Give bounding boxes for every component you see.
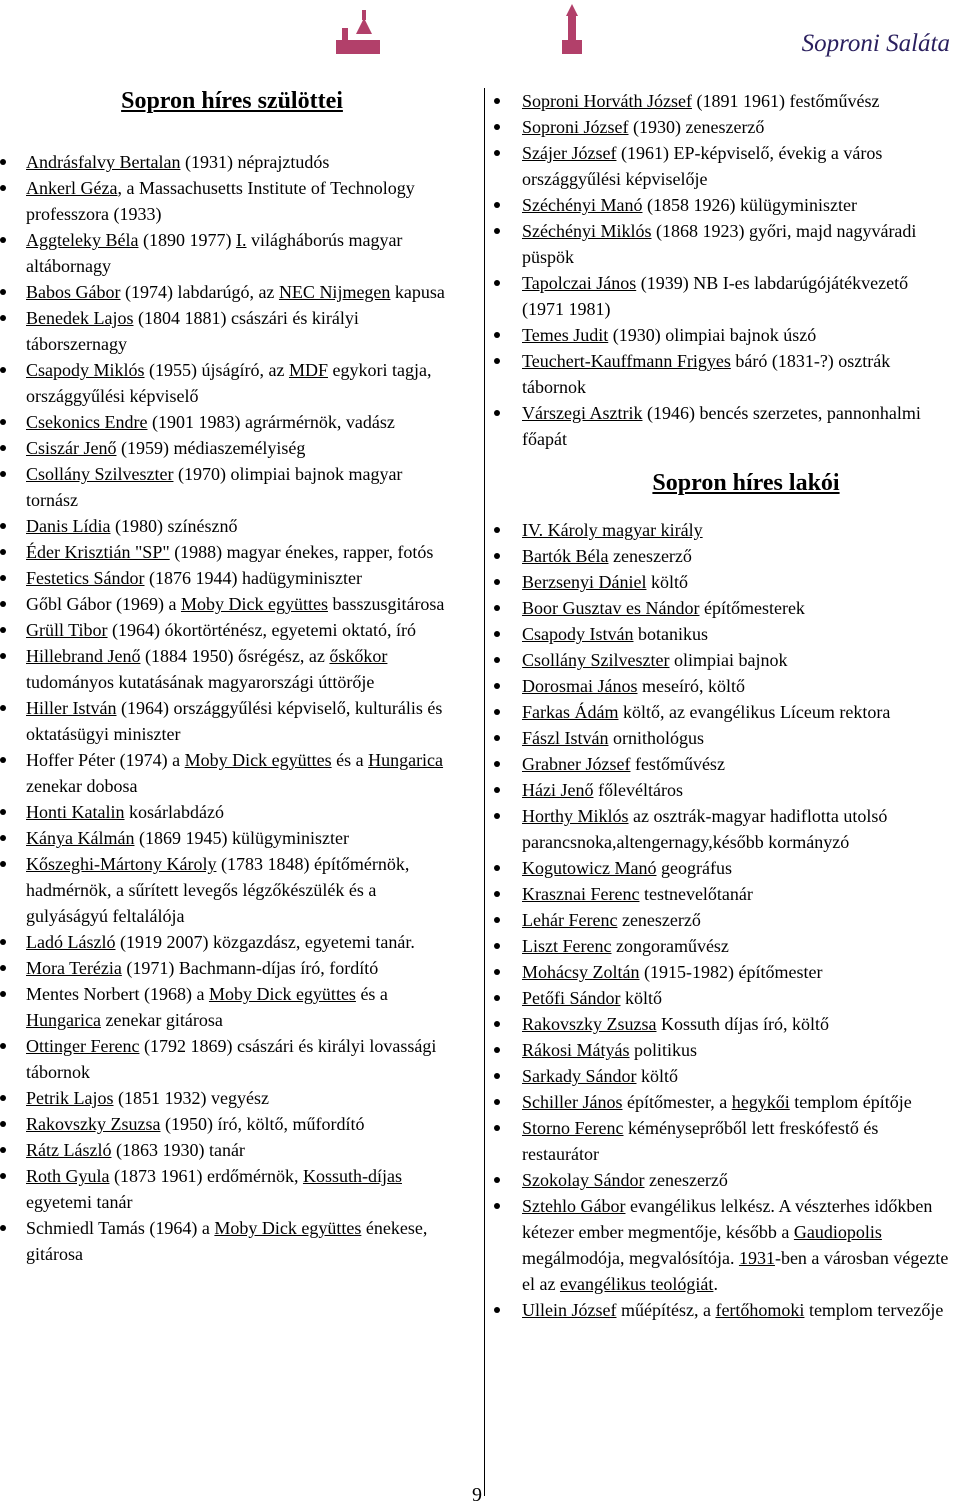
- entry-text: meseíró, költő: [637, 676, 745, 696]
- entry-text: (1959) médiaszemélyiség: [116, 438, 306, 458]
- entry-link[interactable]: evangélikus teológiát: [559, 1274, 714, 1294]
- entry-link[interactable]: Rakovszky Zsuzsa: [522, 1014, 657, 1034]
- entry-link[interactable]: Festetics Sándor: [26, 568, 145, 588]
- entry-link[interactable]: Sarkady Sándor: [522, 1066, 637, 1086]
- entry-text: politikus: [629, 1040, 698, 1060]
- entry-text: zeneszerző: [644, 1170, 728, 1190]
- list-item: [500, 348, 952, 400]
- entry-link[interactable]: Mora Terézia: [26, 958, 122, 978]
- entry-link[interactable]: Kogutowicz Manó: [522, 858, 657, 878]
- entry-text: zeneszerző: [608, 546, 692, 566]
- entry-link[interactable]: Petőfi Sándor: [522, 988, 621, 1008]
- entry-text: kosárlabdázó: [124, 802, 224, 822]
- list-item: [6, 799, 458, 825]
- entry-text: botanikus: [633, 624, 708, 644]
- entry-text: műépítész, a: [616, 1300, 716, 1320]
- entry-link[interactable]: Soproni Horváth József: [522, 91, 692, 111]
- entry-text: (1869 1945) külügyminiszter: [134, 828, 349, 848]
- entry-text: (1858 1926) külügyminiszter: [642, 195, 857, 215]
- list-item: [500, 517, 952, 543]
- entry-text: .: [713, 1274, 718, 1294]
- entry-link[interactable]: Roth Gyula: [26, 1166, 110, 1186]
- entry-text: zenekar gitárosa: [100, 1010, 223, 1030]
- entry-text: (1988) magyar énekes, rapper, fotós: [169, 542, 434, 562]
- entry-text: festőművész: [630, 754, 725, 774]
- entry-text: (1901 1983) agrármérnök, vadász: [147, 412, 395, 432]
- list-item: [500, 1297, 952, 1323]
- entry-link[interactable]: Csiszár Jenő: [26, 438, 117, 458]
- entry-link[interactable]: Ladó László: [26, 932, 116, 952]
- entry-text: Gőbl Gábor (1969) a: [26, 594, 181, 614]
- entry-link[interactable]: Teuchert-Kauffmann Frigyes: [522, 351, 731, 371]
- list-item: [6, 747, 458, 799]
- entry-text: az osztrák-magyar hadiflotta utolsó parancsnoka,altengernagy,később kormányzó: [522, 806, 888, 852]
- list-item: [500, 777, 952, 803]
- entry-text: (1792 1869) császári és királyi lovassági tábornok: [26, 1036, 437, 1082]
- entry-text: (1971) Bachmann-díjas író, fordító: [121, 958, 379, 978]
- entry-link[interactable]: Rátz László: [26, 1140, 112, 1160]
- entry-link[interactable]: Moby Dick együttes: [184, 750, 332, 770]
- entry-text: Schmiedl Tamás (1964) a: [26, 1218, 215, 1238]
- entry-link[interactable]: Széchényi Miklós: [522, 221, 652, 241]
- entry-text: zenekar dobosa: [26, 776, 138, 796]
- entry-link[interactable]: Hungarica: [26, 1010, 101, 1030]
- left-column: [6, 88, 458, 1267]
- entry-link[interactable]: Berzsenyi Dániel: [522, 572, 647, 592]
- entry-text: énekese, gitárosa: [26, 1218, 428, 1264]
- list-item: [6, 539, 458, 565]
- entry-text: , a Massachusetts Institute of Technology professzora (1933): [26, 178, 415, 224]
- entry-text: kapusa: [390, 282, 445, 302]
- list-item: [500, 595, 952, 621]
- entry-link[interactable]: Fászl István: [522, 728, 609, 748]
- list-item: [500, 140, 952, 192]
- list-item: [6, 461, 458, 513]
- list-item: [500, 543, 952, 569]
- entry-link[interactable]: Temes Judit: [522, 325, 609, 345]
- entry-text: világháborús magyar altábornagy: [26, 230, 403, 276]
- list-item: [500, 1037, 952, 1063]
- list-item: [500, 621, 952, 647]
- entry-text: főlevéltáros: [593, 780, 683, 800]
- entry-link[interactable]: 1931: [738, 1248, 775, 1268]
- entry-link[interactable]: őskőkor: [329, 646, 388, 666]
- entry-link[interactable]: Ottinger Ferenc: [26, 1036, 140, 1056]
- entry-text: (1930) olimpiai bajnok úszó: [608, 325, 817, 345]
- list-item: [500, 803, 952, 855]
- list-item: [6, 1111, 458, 1137]
- entry-link[interactable]: Petrik Lajos: [26, 1088, 114, 1108]
- entry-text: költő: [646, 572, 688, 592]
- entry-text: költő: [636, 1066, 678, 1086]
- entry-text: tudományos kutatásának magyarországi úttörője: [26, 672, 375, 692]
- entry-text: basszusgitárosa: [327, 594, 445, 614]
- list-item: [6, 825, 458, 851]
- entry-text: olimpiai bajnok: [669, 650, 788, 670]
- born-list-continued: [500, 88, 952, 452]
- entry-link[interactable]: I.: [235, 230, 247, 250]
- entry-link[interactable]: Farkas Ádám: [522, 702, 619, 722]
- entry-link[interactable]: Rákosi Mátyás: [522, 1040, 630, 1060]
- entry-link[interactable]: Házi Jenő: [522, 780, 594, 800]
- list-item: [6, 929, 458, 955]
- entry-text: egykori tagja, országgyűlési képviselő: [26, 360, 432, 406]
- entry-link[interactable]: IV. Károly magyar király: [522, 520, 703, 540]
- page-header: [336, 4, 956, 64]
- entry-text: (1804 1881) császári és királyi táborszernagy: [26, 308, 359, 354]
- entry-link[interactable]: Kossuth-díjas: [302, 1166, 402, 1186]
- entry-text: ornithológus: [608, 728, 704, 748]
- entry-text: zeneszerző: [617, 910, 701, 930]
- entry-link[interactable]: Rakovszky Zsuzsa: [26, 1114, 161, 1134]
- entry-link[interactable]: Széchényi Manó: [522, 195, 643, 215]
- entry-link[interactable]: Szokolay Sándor: [522, 1170, 645, 1190]
- entry-text: kéményseprőből lett freskófestő és restaurátor: [522, 1118, 879, 1164]
- entry-link[interactable]: Hungarica: [368, 750, 444, 770]
- entry-text: (1873 1961) erdőmérnök,: [109, 1166, 303, 1186]
- entry-link[interactable]: Aggteleky Béla: [26, 230, 139, 250]
- list-item: [500, 751, 952, 777]
- entry-link[interactable]: Kánya Kálmán: [26, 828, 135, 848]
- list-item: [500, 400, 952, 452]
- entry-link[interactable]: Bartók Béla: [522, 546, 609, 566]
- list-item: [500, 1063, 952, 1089]
- list-item: [500, 322, 952, 348]
- list-item: [500, 192, 952, 218]
- entry-link[interactable]: Moby Dick együttes: [208, 984, 356, 1004]
- list-item: [6, 1085, 458, 1111]
- list-item: [500, 933, 952, 959]
- entry-text: (1915-1982) építőmester: [639, 962, 823, 982]
- entry-text: templom építője: [789, 1092, 912, 1112]
- entry-link[interactable]: Boor Gusztav es Nándor: [522, 598, 700, 618]
- entry-link[interactable]: Csapody Miklós: [26, 360, 145, 380]
- entry-link[interactable]: Csollány Szilveszter: [26, 464, 174, 484]
- entry-text: megálmodója, megvalósítója.: [522, 1248, 739, 1268]
- entry-text: (1863 1930) tanár: [111, 1140, 245, 1160]
- entry-link[interactable]: Ankerl Géza: [26, 178, 118, 198]
- list-item: [6, 851, 458, 929]
- list-item: [6, 565, 458, 591]
- list-item: [6, 149, 458, 175]
- list-item: [500, 270, 952, 322]
- list-item: [500, 959, 952, 985]
- entry-text: (1884 1950) ősrégész, az: [140, 646, 330, 666]
- entry-text: (1950) író, költő, műfordító: [160, 1114, 365, 1134]
- entry-link[interactable]: Lehár Ferenc: [522, 910, 618, 930]
- entry-text: (1964) ókortörténész, egyetemi oktató, író: [107, 620, 416, 640]
- entry-text: költő, az evangélikus Líceum rektora: [618, 702, 891, 722]
- entry-text: (1876 1944) hadügyminiszter: [144, 568, 362, 588]
- entry-link[interactable]: Dorosmai János: [522, 676, 638, 696]
- list-item: [500, 907, 952, 933]
- entry-link[interactable]: Moby Dick együttes: [214, 1218, 362, 1238]
- entry-link[interactable]: Mohácsy Zoltán: [522, 962, 640, 982]
- entry-link[interactable]: Benedek Lajos: [26, 308, 134, 328]
- list-item: [6, 175, 458, 227]
- entry-text: (1919 2007) közgazdász, egyetemi tanár.: [115, 932, 415, 952]
- entry-text: Kossuth díjas író, költő: [656, 1014, 829, 1034]
- list-item: [6, 227, 458, 279]
- list-item: [6, 305, 458, 357]
- entry-link[interactable]: Andrásfalvy Bertalan: [26, 152, 181, 172]
- entry-text: és a: [331, 750, 369, 770]
- entry-link[interactable]: Liszt Ferenc: [522, 936, 612, 956]
- list-item: [500, 673, 952, 699]
- entry-link[interactable]: fertőhomoki: [715, 1300, 805, 1320]
- entry-text: (1946) bencés szerzetes, pannonhalmi főapát: [522, 403, 921, 449]
- entry-text: (1955) újságíró, az: [144, 360, 289, 380]
- list-item: [6, 279, 458, 305]
- brand-title: Soproni Saláta: [801, 30, 950, 57]
- list-item: [6, 981, 458, 1033]
- entry-text: (1930) zeneszerző: [628, 117, 765, 137]
- entry-link[interactable]: MDF: [288, 360, 328, 380]
- list-item: [500, 1011, 952, 1037]
- list-item: [500, 1115, 952, 1167]
- entry-link[interactable]: Danis Lídia: [26, 516, 111, 536]
- entry-link[interactable]: Gaudiopolis: [793, 1222, 882, 1242]
- entry-link[interactable]: Ullein József: [522, 1300, 617, 1320]
- entry-text: testnevelőtanár: [639, 884, 753, 904]
- list-item: [6, 513, 458, 539]
- list-item: [500, 1089, 952, 1115]
- list-item: [6, 1033, 458, 1085]
- entry-link[interactable]: Soproni József: [522, 117, 629, 137]
- entry-link[interactable]: Éder Krisztián "SP": [26, 542, 170, 562]
- entry-text: (1783 1848) építőmérnök, hadmérnök, a sűrített levegős légzőkészülék és a gulyáságyú feltalálója: [26, 854, 410, 926]
- list-item: [6, 409, 458, 435]
- entry-text: építőmesterek: [699, 598, 805, 618]
- entry-link[interactable]: Sztehlo Gábor: [522, 1196, 626, 1216]
- entry-text: (1868 1923) győri, majd nagyváradi püspök: [522, 221, 917, 267]
- list-item: [500, 647, 952, 673]
- entry-link[interactable]: Moby Dick együttes: [180, 594, 328, 614]
- page-number: 9: [472, 1484, 482, 1506]
- entry-text: (1939) NB I-es labdarúgójátékvezető (1971 1981): [522, 273, 909, 319]
- list-item: [6, 591, 458, 617]
- entry-text: egyetemi tanár: [26, 1192, 133, 1212]
- entry-text: geográfus: [656, 858, 732, 878]
- column-divider: [484, 88, 485, 1496]
- section-title-born: Sopron híres szülöttei: [121, 88, 343, 114]
- list-item: [6, 435, 458, 461]
- list-item: [6, 1215, 458, 1267]
- entry-link[interactable]: Storno Ferenc: [522, 1118, 624, 1138]
- entry-text: (1891 1961) festőművész: [691, 91, 880, 111]
- right-column: [500, 88, 952, 1323]
- entry-text: (1974) labdarúgó, az: [120, 282, 279, 302]
- residents-list: [500, 517, 952, 1323]
- entry-text: (1931) néprajztudós: [180, 152, 330, 172]
- list-item: [6, 617, 458, 643]
- list-item: [500, 855, 952, 881]
- list-item: [500, 88, 952, 114]
- entry-link[interactable]: Tapolczai János: [522, 273, 637, 293]
- list-item: [6, 695, 458, 747]
- list-item: [6, 1137, 458, 1163]
- entry-link[interactable]: Schiller János: [522, 1092, 623, 1112]
- entry-link[interactable]: NEC Nijmegen: [278, 282, 391, 302]
- entry-text: költő: [620, 988, 663, 1008]
- list-item: [500, 725, 952, 751]
- entry-link[interactable]: Grüll Tibor: [26, 620, 108, 640]
- section-title-residents: Sopron híres lakói: [652, 470, 840, 496]
- list-item: [500, 1167, 952, 1193]
- entry-link[interactable]: Várszegi Asztrik: [522, 403, 643, 423]
- entry-text: (1890 1977): [138, 230, 236, 250]
- list-item: [500, 699, 952, 725]
- entry-text: -ben a városban végezte el az: [522, 1248, 949, 1294]
- entry-text: (1961) EP-képviselő, évekig a város országgyűlési képviselője: [522, 143, 883, 189]
- list-item: [500, 569, 952, 595]
- entry-link[interactable]: Csekonics Endre: [26, 412, 148, 432]
- entry-link[interactable]: Honti Katalin: [26, 802, 125, 822]
- entry-text: zongoraművész: [611, 936, 729, 956]
- list-item: [6, 357, 458, 409]
- entry-link[interactable]: Kőszeghi-Mártony Károly: [26, 854, 217, 874]
- entry-link[interactable]: Szájer József: [522, 143, 617, 163]
- list-item: [500, 1193, 952, 1297]
- entry-text: báró (1831-?) osztrák tábornok: [522, 351, 891, 397]
- entry-link[interactable]: Csapody István: [522, 624, 634, 644]
- list-item: [6, 1163, 458, 1215]
- entry-text: (1851 1932) vegyész: [113, 1088, 269, 1108]
- list-item: [500, 985, 952, 1011]
- list-item: [6, 643, 458, 695]
- entry-text: (1970) olimpiai bajnok magyar tornász: [26, 464, 403, 510]
- entry-link[interactable]: Horthy Miklós: [522, 806, 629, 826]
- entry-text: (1980) színésznő: [110, 516, 238, 536]
- entry-text: Mentes Norbert (1968) a: [26, 984, 209, 1004]
- list-item: [6, 955, 458, 981]
- born-list: [6, 149, 458, 1267]
- entry-link[interactable]: hegykői: [731, 1092, 790, 1112]
- entry-text: és a: [355, 984, 388, 1004]
- entry-text: Hoffer Péter (1974) a: [26, 750, 185, 770]
- entry-link[interactable]: Hillebrand Jenő: [26, 646, 141, 666]
- list-item: [500, 218, 952, 270]
- entry-text: templom tervezője: [804, 1300, 944, 1320]
- entry-text: evangélikus lelkész. A vészterhes időkben kétezer ember megmentője, később a: [522, 1196, 933, 1242]
- entry-link[interactable]: Krasznai Ferenc: [522, 884, 640, 904]
- entry-link[interactable]: Babos Gábor: [26, 282, 121, 302]
- entry-link[interactable]: Csollány Szilveszter: [522, 650, 670, 670]
- list-item: [500, 881, 952, 907]
- entry-link[interactable]: Grabner József: [522, 754, 631, 774]
- list-item: [500, 114, 952, 140]
- entry-text: építőmester, a: [622, 1092, 732, 1112]
- entry-link[interactable]: Hiller István: [26, 698, 117, 718]
- entry-text: (1964) országgyűlési képviselő, kulturális és oktatásügyi miniszter: [26, 698, 443, 744]
